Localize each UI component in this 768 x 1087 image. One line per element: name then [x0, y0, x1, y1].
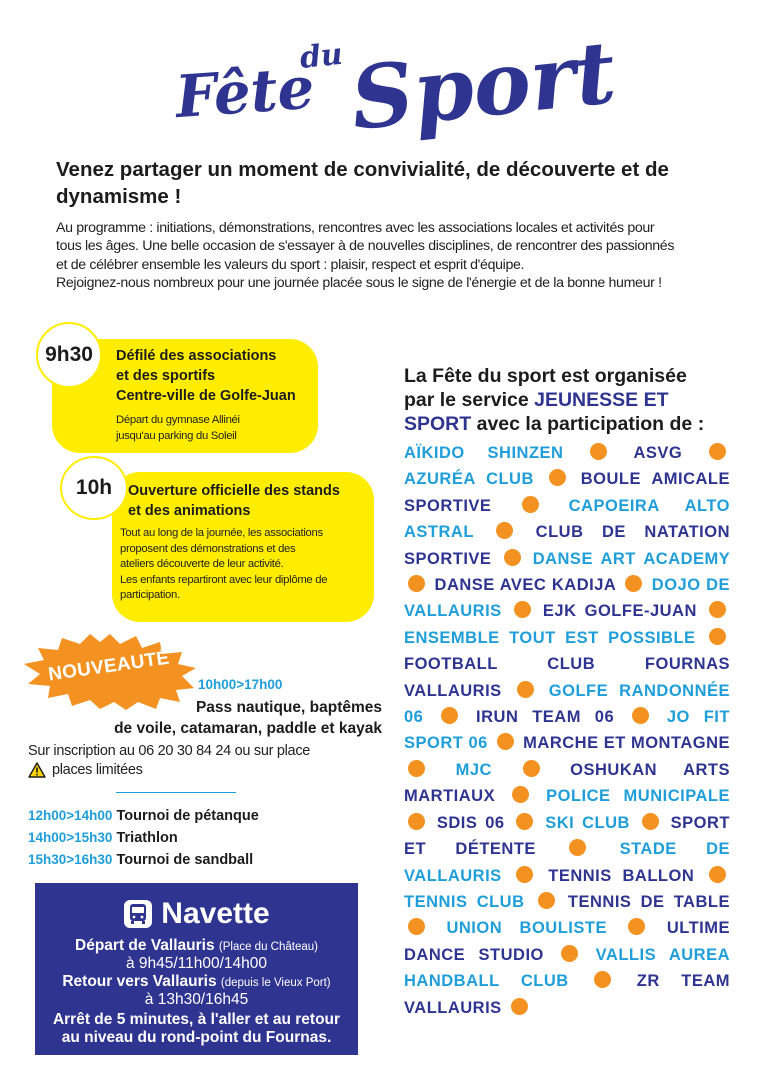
activity-time: 12h00>14h00 — [28, 808, 113, 823]
event-title-line: Ouverture officielle des stands — [128, 483, 340, 499]
bullet-dot-icon — [516, 866, 533, 883]
association-name: DANSE ART ACADEMY — [532, 549, 730, 568]
association-name: TENNIS BALLON — [548, 866, 695, 885]
association-name: AÏKIDO SHINZEN — [404, 444, 564, 462]
organizers-service: JEUNESSE ET SPORT — [404, 389, 669, 435]
shuttle-stop-line: au niveau du rond-point du Fournas. — [61, 1029, 332, 1046]
association-name: JO FIT SPORT 06 — [404, 708, 730, 753]
association-name: ENSEMBLE TOUT EST POSSIBLE — [404, 628, 696, 647]
bullet-dot-icon — [709, 443, 726, 460]
bullet-dot-icon — [709, 866, 726, 883]
shuttle-depart-place: (Place du Château) — [218, 941, 318, 953]
activity-time: 15h30>16h30 — [28, 852, 113, 867]
association-name: SPORT ET DÉTENTE — [404, 813, 730, 859]
association-name: AZURÉA CLUB — [404, 470, 534, 489]
activity-label: Tournoi de sandball — [116, 852, 254, 868]
bus-icon — [123, 899, 153, 929]
shuttle-depart — [35, 937, 358, 956]
association-name: ULTIME DANCE STUDIO — [404, 919, 731, 964]
bullet-dot-icon — [709, 601, 726, 618]
bullet-dot-icon — [514, 601, 531, 618]
event-title-line: et des sportifs — [116, 368, 216, 384]
bullet-dot-icon — [496, 522, 513, 539]
bullet-dot-icon — [497, 733, 514, 750]
association-name: IRUN TEAM 06 — [476, 708, 615, 727]
intro-line: et de célébrer ensemble les valeurs du sport : plaisir, respect et esprit d'équipe. — [56, 256, 525, 273]
activity-row — [28, 806, 259, 826]
event-detail-line: Tout au long de la journée, les associations — [120, 527, 323, 539]
shuttle-return-place: (depuis le Vieux Port) — [220, 977, 331, 989]
novelty-badge: NOUVEAUTÉ — [47, 647, 171, 686]
novelty-title-line: Pass nautique, baptêmes — [195, 699, 382, 716]
intro-line: Au programme : initiations, démonstrations, rencontres avec les associations locales et activités pour — [56, 220, 655, 236]
schedule-event-title — [128, 481, 364, 521]
event-title-line: Centre-ville de Golfe-Juan — [116, 388, 296, 404]
event-detail-line: Les enfants repartiront avec leur diplôme de — [120, 573, 328, 586]
title-sport: Sport — [346, 21, 621, 148]
activity-label: Triathlon — [116, 830, 178, 846]
bullet-dot-icon — [523, 760, 540, 777]
novelty-registration: Sur inscription au 06 20 30 84 24 ou sur place — [28, 743, 311, 759]
schedule-event-detail — [116, 413, 316, 444]
novelty-time: 10h00>17h00 — [198, 677, 283, 692]
intro-line: tous les âges. Une belle occasion de s'essayer à de nouvelles disciplines, de rencontrer des passionnés — [56, 238, 675, 255]
association-name: EJK GOLFE-JUAN — [542, 602, 697, 621]
association-name: MARCHE ET MONTAGNE — [523, 734, 730, 753]
title-fete: Fête — [173, 53, 317, 132]
event-detail-line: Départ du gymnase Allinéi — [116, 414, 240, 426]
bullet-dot-icon — [561, 945, 578, 962]
shuttle-stop-line: Arrêt de 5 minutes, à l'aller et au retour — [52, 1011, 341, 1028]
organizers-heading — [404, 364, 734, 436]
title-du: du — [298, 36, 345, 77]
activity-time: 14h00>15h30 — [28, 830, 113, 845]
organizers-outro: avec la participation de : — [476, 413, 705, 435]
novelty-warning — [28, 762, 143, 778]
association-name: POLICE MUNICIPALE — [546, 787, 730, 806]
event-detail-line: proposent des démonstrations et des — [120, 542, 296, 555]
schedule-event-title — [116, 346, 326, 406]
bullet-dot-icon — [408, 918, 425, 935]
shuttle-title-row — [35, 897, 358, 931]
association-name: GOLFE RANDONNÉE 06 — [404, 681, 731, 727]
bullet-dot-icon — [408, 575, 425, 592]
association-name: VALLIS AUREA HANDBALL CLUB — [404, 945, 730, 991]
event-detail-line: jusqu'au parking du Soleil — [116, 429, 237, 442]
bullet-dot-icon — [632, 707, 649, 724]
association-name: ASVG — [633, 444, 683, 462]
bullet-dot-icon — [594, 971, 611, 988]
bullet-dot-icon — [441, 707, 458, 724]
separator-line — [116, 792, 236, 793]
association-name: SKI CLUB — [545, 813, 630, 832]
schedule-event-detail — [120, 526, 370, 604]
association-name: TENNIS CLUB — [404, 892, 525, 911]
shuttle-depart-times: à 9h45/11h00/14h00 — [125, 955, 268, 972]
shuttle-depart-label: Départ de Vallauris — [75, 937, 215, 954]
bullet-dot-icon — [408, 760, 425, 777]
activity-row — [28, 828, 178, 848]
activity-label: Tournoi de pétanque — [116, 808, 259, 824]
association-name: TENNIS DE TABLE — [567, 892, 730, 911]
bullet-dot-icon — [512, 786, 529, 803]
intro-heading: Venez partager un moment de convivialité, de découverte et de dynamisme ! — [56, 158, 669, 208]
association-name: UNION BOULISTE — [446, 919, 607, 938]
warning-text: places limitées — [52, 762, 143, 778]
bullet-dot-icon — [517, 681, 534, 698]
bullet-dot-icon — [625, 575, 642, 592]
novelty-title-line: de voile, catamaran, paddle et kayak — [114, 720, 382, 737]
bullet-dot-icon — [504, 549, 521, 566]
association-name: SDIS 06 — [436, 813, 505, 832]
association-name: OSHUKAN ARTS MARTIAUX — [404, 760, 730, 806]
bullet-dot-icon — [511, 998, 528, 1015]
event-title-line: et des animations — [128, 503, 251, 519]
bullet-dot-icon — [709, 628, 726, 645]
association-name: STADE DE VALLAURIS — [404, 840, 730, 885]
bullet-dot-icon — [408, 813, 425, 830]
association-name: CLUB DE NATATION SPORTIVE — [404, 523, 730, 568]
organizers-line: La Fête du sport est organisée — [404, 365, 687, 387]
poster-title — [0, 8, 768, 148]
association-name: FOOTBALL CLUB FOURNAS VALLAURIS — [404, 655, 730, 700]
bullet-dot-icon — [538, 892, 555, 909]
intro-line: Rejoignez-nous nombreux pour une journée placée sous le signe de l'énergie et de la bonne humeur ! — [56, 275, 662, 292]
bullet-dot-icon — [516, 813, 533, 830]
event-detail-line: participation. — [120, 589, 180, 601]
bullet-dot-icon — [642, 813, 659, 830]
intro-body — [56, 219, 746, 293]
bullet-dot-icon — [569, 839, 586, 856]
bullet-dot-icon — [549, 469, 566, 486]
event-detail-line: ateliers découverte de leur activité. — [120, 558, 284, 570]
activity-row — [28, 850, 253, 870]
shuttle-title: Navette — [161, 897, 270, 930]
bullet-dot-icon — [590, 443, 607, 460]
bullet-dot-icon — [628, 918, 645, 935]
association-name: CAPOEIRA ALTO ASTRAL — [404, 496, 731, 542]
shuttle-box — [35, 883, 358, 1055]
association-name: BOULE AMICALE SPORTIVE — [404, 470, 730, 515]
warning-icon — [28, 762, 46, 778]
association-name: ZR TEAM VALLAURIS — [404, 972, 730, 1017]
schedule-time-badge: 9h30 — [36, 322, 102, 388]
shuttle-return-label: Retour vers Vallauris — [62, 973, 217, 990]
event-title-line: Défilé des associations — [116, 348, 277, 364]
title-logo — [0, 8, 768, 148]
novelty-title — [28, 697, 382, 739]
association-name: MJC — [455, 760, 492, 779]
shuttle-return-times: à 13h30/16h45 — [144, 991, 249, 1008]
shuttle-return — [35, 973, 358, 992]
organizers-line: par le service — [404, 389, 529, 411]
association-name: DOJO DE VALLAURIS — [404, 576, 730, 621]
schedule-time-badge: 10h — [60, 456, 128, 520]
bullet-dot-icon — [522, 496, 539, 513]
associations-list — [404, 440, 730, 1021]
association-name: DANSE AVEC KADIJA — [434, 576, 616, 595]
